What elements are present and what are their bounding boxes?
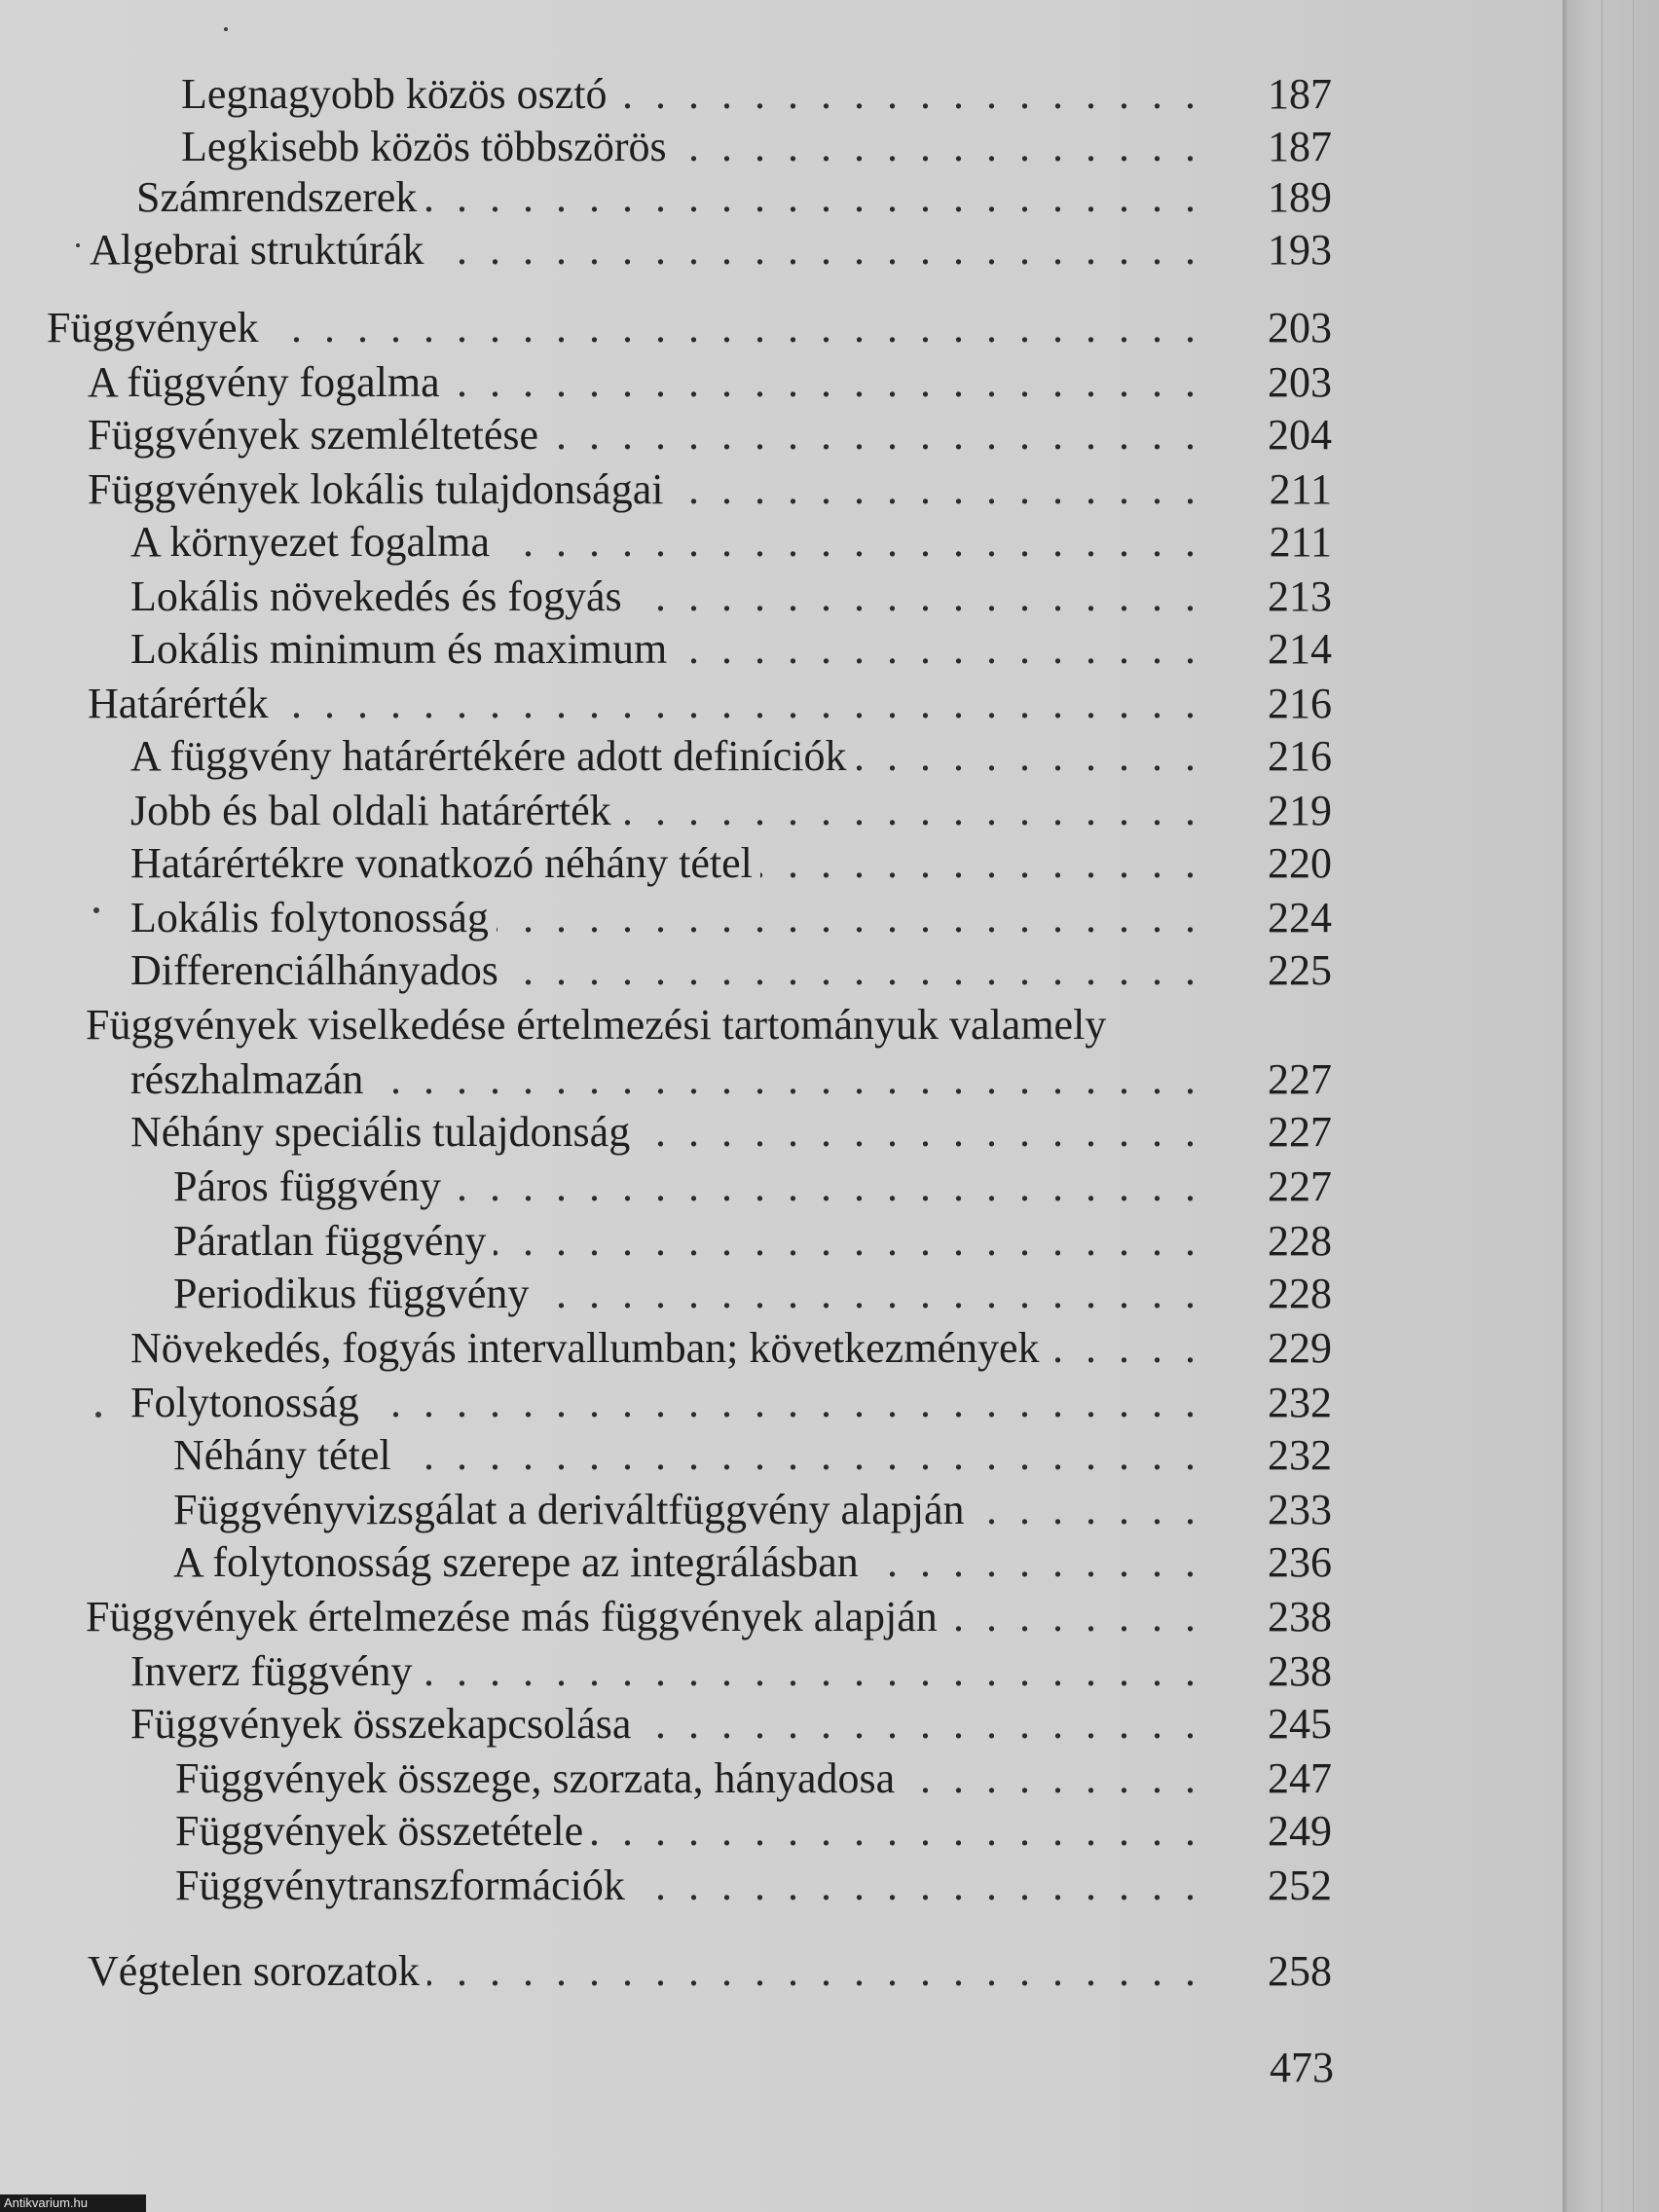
dust-speck [224, 27, 228, 31]
toc-entry-page: 258 [1268, 1947, 1332, 1995]
toc-entry-page: 189 [1268, 173, 1332, 221]
toc-entry-page: 187 [1268, 70, 1332, 118]
toc-entry-page: 252 [1268, 1862, 1332, 1909]
toc-entry [181, 68, 1363, 121]
toc-leader [448, 356, 1196, 409]
toc-entry-title: Határértékre vonatkozó néhány tétel [130, 839, 753, 887]
toc-entry-title: Függvények lokális tulajdonságai [88, 465, 664, 513]
toc-entry-title: Függvénytranszformációk [175, 1862, 625, 1909]
toc-entry [173, 1536, 1363, 1589]
toc-entry [130, 837, 1363, 890]
toc-entry-title: Függvények összekapcsolása [130, 1700, 632, 1748]
toc-entry-title: Folytonosság [130, 1379, 359, 1426]
toc-entry-page: 232 [1268, 1431, 1332, 1479]
toc-entry-title: Differenciálhányados [130, 946, 498, 994]
toc-entry-title: részhalmazán [130, 1055, 364, 1103]
toc-leader [760, 837, 1196, 890]
toc-entry-title: Növekedés, fogyás intervallumban; következmények [130, 1324, 1040, 1372]
toc-entry-page: 211 [1269, 518, 1332, 566]
toc-leader [638, 1106, 1196, 1159]
toc-entry [90, 224, 1363, 276]
toc-leader [973, 1484, 1196, 1536]
toc-entry [173, 1268, 1363, 1320]
toc-leader [371, 1053, 1196, 1106]
toc-entry-page: 238 [1268, 1647, 1332, 1695]
toc-entry-title: Páratlan függvény [173, 1217, 487, 1265]
toc-entry [130, 1053, 1363, 1106]
toc-leader [424, 171, 1196, 224]
toc-entry-title: A függvény határértékére adott definíciók [130, 732, 847, 780]
toc-entry [88, 1945, 1363, 1998]
page-number: 473 [1270, 2044, 1334, 2091]
toc-entry [130, 1322, 1363, 1375]
toc-entry-page: 216 [1268, 680, 1332, 727]
toc-entry-page: 214 [1268, 625, 1332, 673]
toc-entry-page: 203 [1268, 304, 1332, 351]
toc-entry-page: 245 [1268, 1700, 1332, 1748]
toc-leader [591, 1805, 1196, 1858]
toc-leader [1047, 1322, 1196, 1375]
toc-leader [449, 1161, 1196, 1213]
toc-entry [181, 121, 1363, 173]
toc-entry-title: Lokális növekedés és fogyás [130, 572, 622, 620]
toc-leader [367, 1377, 1196, 1429]
toc-entry [130, 730, 1363, 783]
toc-leader [854, 730, 1196, 783]
toc-entry [88, 409, 1363, 461]
toc-entry [130, 1645, 1363, 1698]
dust-speck [76, 243, 80, 247]
toc-entry-page: 219 [1268, 787, 1332, 834]
toc-entry [47, 302, 1363, 354]
toc-leader [497, 892, 1196, 944]
toc-entry-page: 228 [1268, 1217, 1332, 1265]
toc-entry-page: 211 [1269, 465, 1332, 513]
toc-entry-page: 236 [1268, 1538, 1332, 1586]
toc-leader [267, 302, 1196, 354]
toc-entry-page: 216 [1268, 732, 1332, 780]
toc-entry-page: 225 [1268, 946, 1332, 994]
toc-entry-page: 203 [1268, 358, 1332, 406]
toc-entry-title: A környezet fogalma [130, 518, 490, 566]
toc-entry [86, 1591, 1363, 1643]
toc-leader [945, 1591, 1196, 1643]
toc-entry-page: 220 [1268, 839, 1332, 887]
toc-entry [175, 1752, 1363, 1805]
toc-entry-title: Jobb és bal oldali határérték [130, 787, 611, 834]
toc-leader [630, 571, 1196, 623]
toc-entry-page: 228 [1268, 1270, 1332, 1317]
toc-leader [866, 1536, 1196, 1589]
toc-entry-title: Függvények értelmezése más függvények alapján [86, 1593, 938, 1641]
toc-leader [675, 623, 1196, 676]
toc-leader [421, 1645, 1196, 1698]
toc-leader [614, 68, 1196, 121]
toc-entry-title: Függvények összetétele [175, 1807, 584, 1855]
toc-entry [173, 1429, 1363, 1482]
toc-entry-page: 187 [1268, 123, 1332, 170]
toc-entry-title: Függvények összege, szorzata, hányadosa [175, 1754, 896, 1802]
toc-entry-page: 224 [1268, 894, 1332, 941]
toc-entry [130, 1106, 1363, 1159]
toc-entry [175, 1805, 1363, 1858]
toc-entry-page: 227 [1268, 1108, 1332, 1156]
toc-leader [506, 944, 1196, 997]
dust-speck [95, 1412, 101, 1418]
toc-entry-page: 204 [1268, 411, 1332, 459]
toc-entry [130, 1698, 1363, 1751]
toc-entry [173, 1484, 1363, 1536]
toc-entry-title: Lokális folytonosság [130, 894, 489, 941]
toc-entry-title: Végtelen sorozatok [88, 1947, 420, 1995]
toc-entry-page: 247 [1268, 1754, 1332, 1802]
toc-entry-title: Határérték [88, 680, 269, 727]
toc-entry [88, 356, 1363, 409]
toc-entry [173, 1215, 1363, 1268]
toc-entry-title: Inverz függvény [130, 1647, 413, 1695]
toc-leader [498, 516, 1196, 569]
toc-entry-title: Néhány speciális tulajdonság [130, 1108, 631, 1156]
toc-leader [903, 1752, 1196, 1805]
toc-entry-page: 213 [1268, 572, 1332, 620]
toc-entry-title: Függvények szemléltetése [88, 411, 539, 459]
toc-entry-title: Algebrai struktúrák [90, 226, 424, 274]
page-edge [1563, 0, 1659, 2212]
toc-entry [88, 463, 1363, 516]
toc-entry-title: Néhány tétel [173, 1431, 391, 1479]
toc-entry-title: A függvény fogalma [88, 358, 440, 406]
toc-entry-title: Legnagyobb közös osztó [181, 70, 608, 118]
toc-leader [276, 678, 1196, 730]
toc-entry-page: 233 [1268, 1486, 1332, 1533]
toc-entry-title: Periodikus függvény [173, 1270, 530, 1317]
toc-entry-page: 238 [1268, 1593, 1332, 1641]
toc-leader [546, 409, 1196, 461]
toc-entry-title: Számrendszerek [136, 173, 418, 221]
toc-entry-page: 193 [1268, 226, 1332, 274]
toc-entry-title: Legkisebb közös többszörös [181, 123, 667, 170]
toc-entry-page: 249 [1268, 1807, 1332, 1855]
toc-leader [675, 121, 1196, 173]
dust-speck [93, 907, 99, 913]
toc-leader [399, 1429, 1196, 1482]
toc-entry-page: 227 [1268, 1055, 1332, 1103]
toc-leader [633, 1860, 1196, 1912]
toc-entry [130, 944, 1363, 997]
toc-entry-title: Függvények [47, 304, 259, 351]
toc-entry [175, 1860, 1363, 1912]
toc-entry-title: Lokális minimum és maximum [130, 625, 668, 673]
toc-entry-page: 227 [1268, 1162, 1332, 1210]
toc-entry [130, 623, 1363, 676]
toc-entry-title: Függvényvizsgálat a deriváltfüggvény alapján [173, 1486, 965, 1533]
toc-entry [130, 785, 1363, 837]
toc-leader [619, 785, 1196, 837]
toc-entry-title: A folytonosság szerepe az integrálásban [173, 1538, 859, 1586]
toc-entry-title: Páros függvény [173, 1162, 441, 1210]
toc-entry-title: Függvények viselkedése értelmezési tartományuk valamely [86, 1001, 1107, 1049]
toc-leader [427, 1945, 1196, 1998]
watermark: Antikvarium.hu [0, 2194, 146, 2212]
toc-leader [639, 1698, 1196, 1751]
toc-entry-page: 229 [1268, 1324, 1332, 1372]
toc-entry [88, 678, 1363, 730]
toc-leader [536, 1268, 1196, 1320]
toc-entry [173, 1161, 1363, 1213]
toc-entry-page: 232 [1268, 1379, 1332, 1426]
toc-entry [136, 171, 1363, 224]
toc-leader [671, 463, 1196, 516]
toc-leader [494, 1215, 1196, 1268]
toc-entry [130, 571, 1363, 623]
toc-entry [130, 516, 1363, 569]
toc-leader [431, 224, 1196, 276]
toc-entry [130, 1377, 1363, 1429]
toc-entry [130, 892, 1363, 944]
